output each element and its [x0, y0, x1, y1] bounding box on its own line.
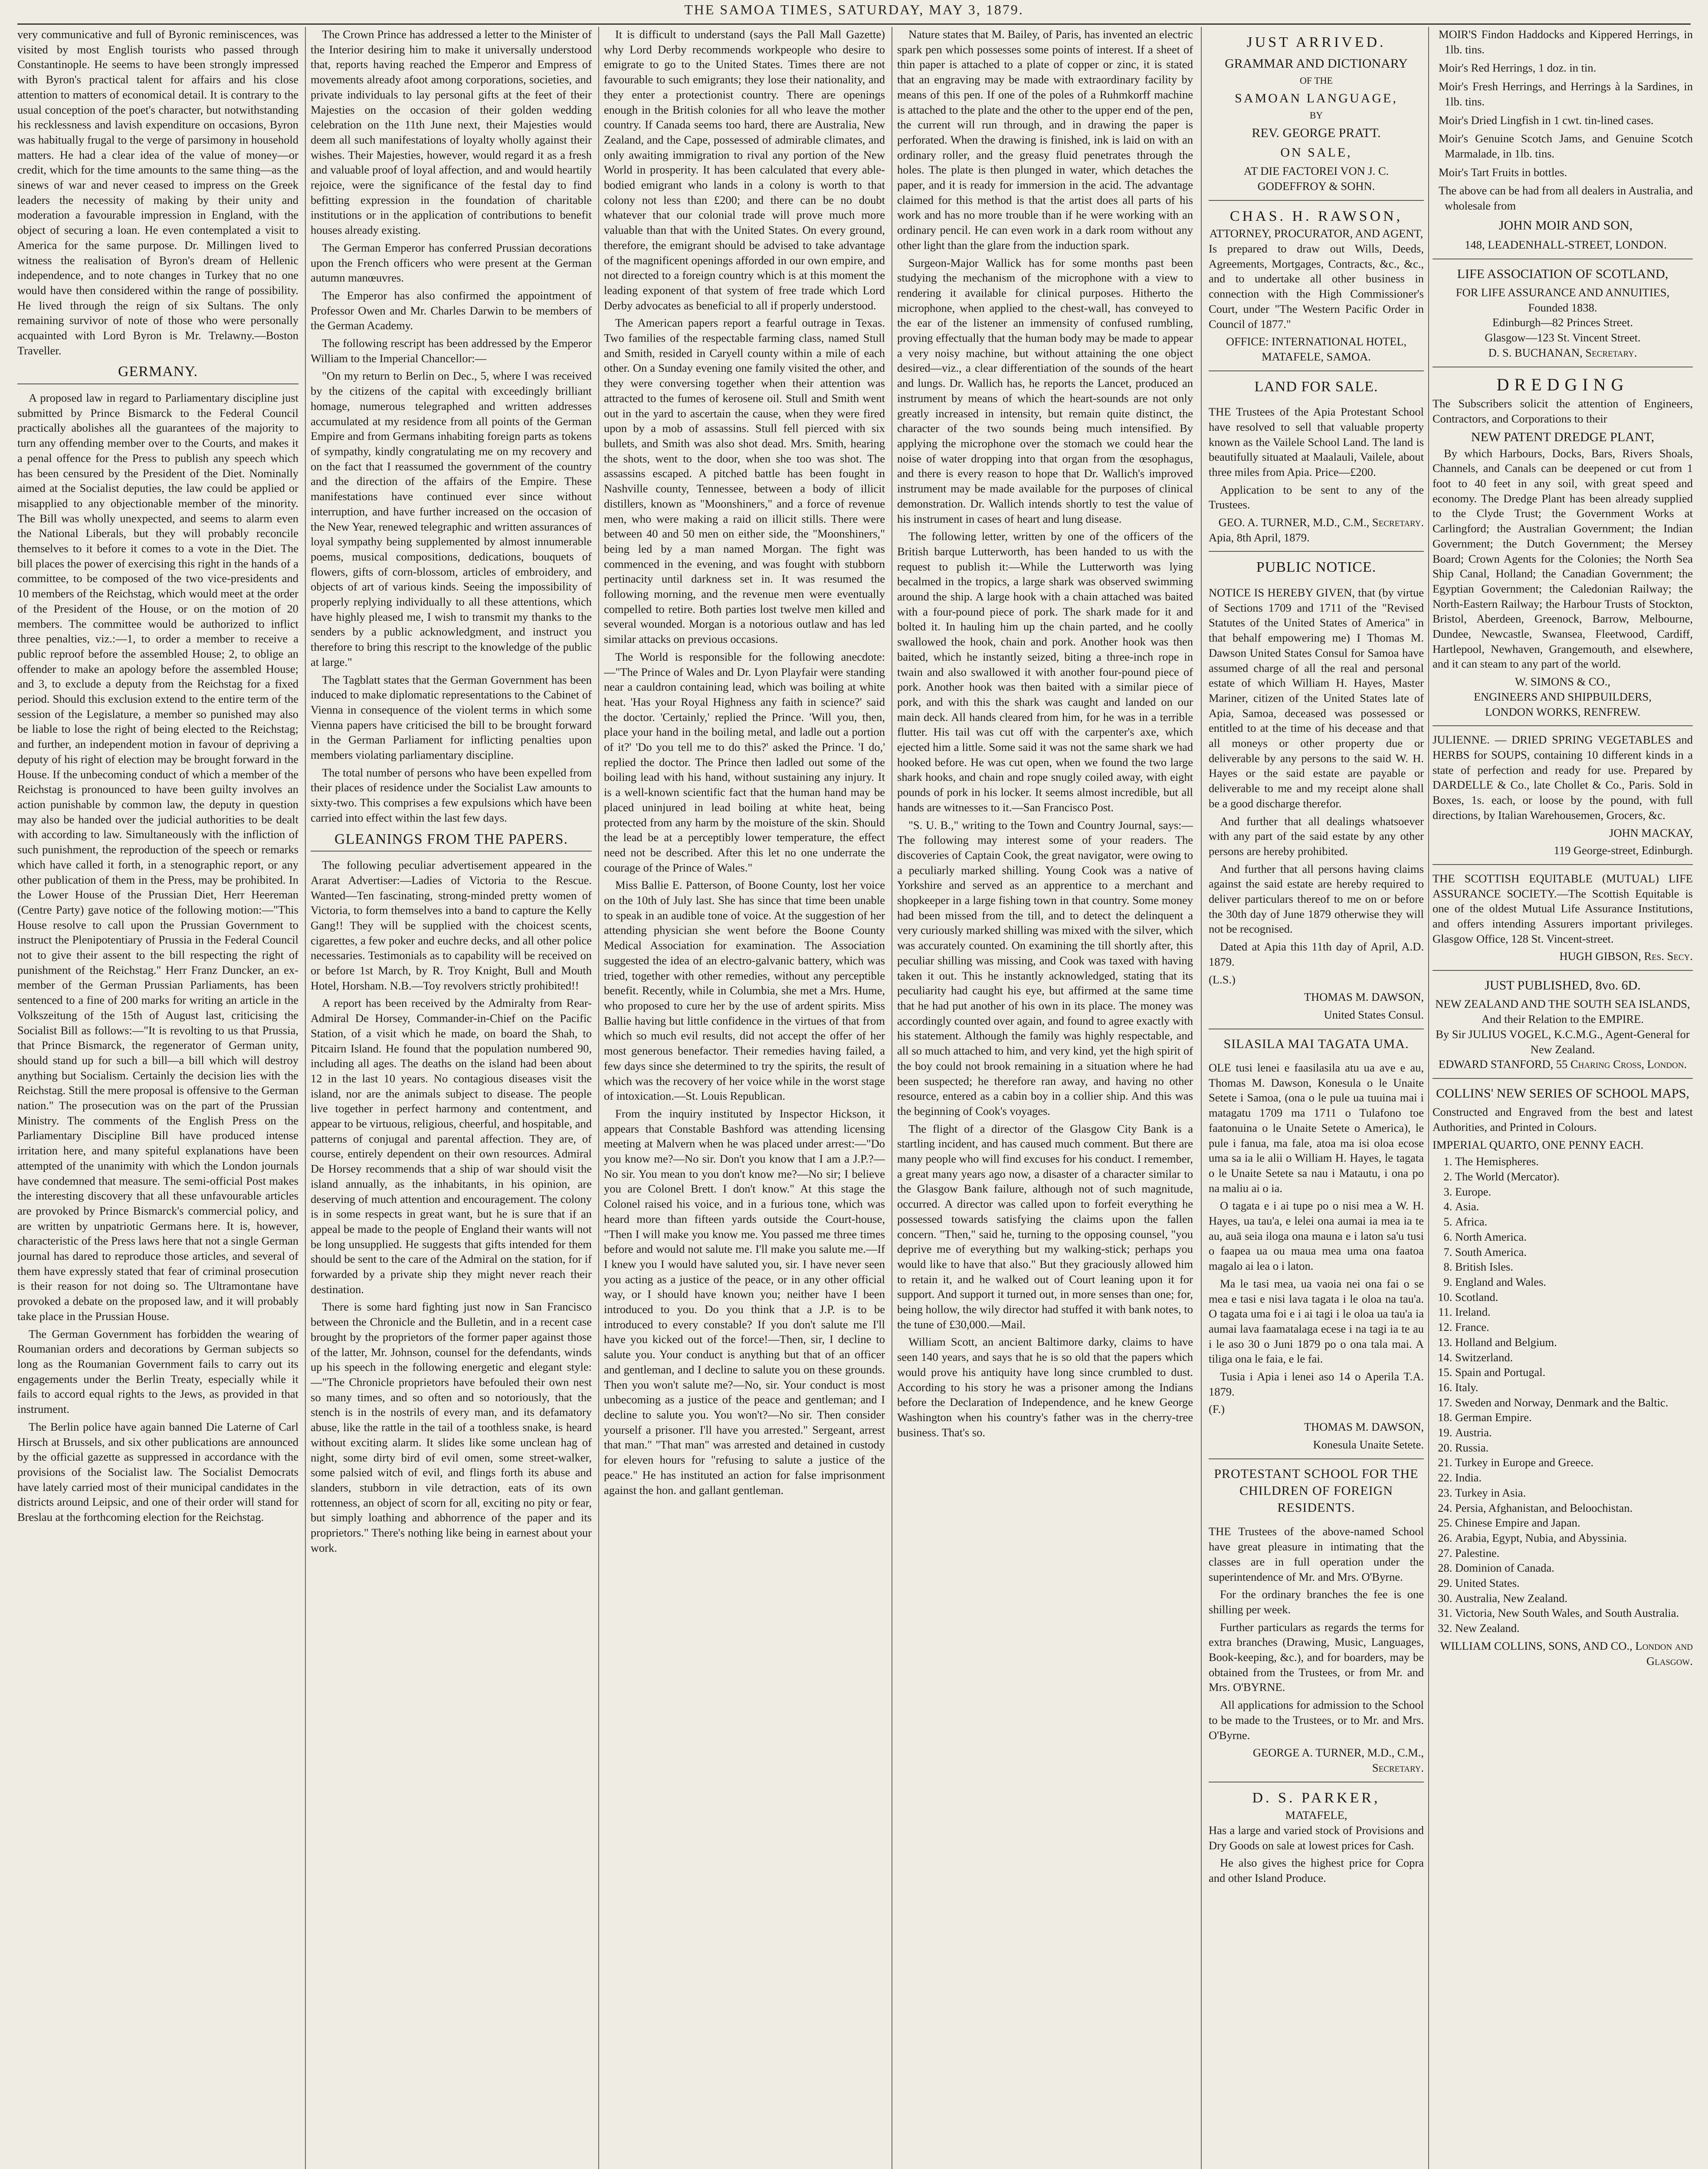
ad-line: EDWARD STANFORD, 55 Charing Cross, London.	[1438, 1058, 1687, 1071]
masthead: THE SAMOA TIMES, SATURDAY, MAY 3, 1879.	[684, 2, 1024, 17]
article-paragraph: The following rescript has been addressed by the Emperor William to the Imperial Chancellor:—	[311, 337, 592, 365]
ad-body: By which Harbours, Docks, Bars, Rivers Shoals, Channels, and Canals can be deepened or cut from 1 foot to 40 feet in any soil, with great speed and economy. The Dredge Plant has been already supplied to the Clyde Trust; the Government Works at Carlingford; the Australian Government; the Indian Government; the Dutch Government; the Mersey Board; Crown Agents for the Colonies; the North Sea Ship Canal, Holland; the Canadian Government; the Egyptian Government; the Caledonian Railway; the North-Eastern Railway; the Harbour Trusts of Stockton, Bristol, Aberdeen, Greenock, Barrow, Melbourne, Dundee, Newcastle, Swansea, Fleetwood, Cardiff, Hartlepool, Newhaven, Grangemouth, and elsewhere, and it can steam to any part of the world.	[1433, 446, 1693, 671]
ad-signature: HUGH GIBSON, Res. Secy.	[1559, 950, 1693, 963]
divider	[1433, 970, 1693, 971]
ad-body: For the ordinary branches the fee is one shilling per week.	[1209, 1588, 1424, 1616]
life-association-ad	[1433, 265, 1693, 360]
notice-paragraph: And further that all dealings whatsoever with any part of the said estate by any other persons are hereby prohibited.	[1209, 814, 1424, 858]
section-heading-germany: GERMANY.	[17, 362, 298, 384]
list-item: 28. Dominion of Canada.	[1455, 1560, 1693, 1576]
list-item: 6. North America.	[1455, 1229, 1693, 1245]
moir-item: Moir's Tart Fruits in bottles.	[1439, 165, 1567, 179]
ad-line: OFFICE: INTERNATIONAL HOTEL,	[1226, 335, 1407, 348]
column-2	[311, 27, 592, 2169]
notice-signature: THOMAS M. DAWSON,	[1304, 1420, 1424, 1434]
list-item: 2. The World (Mercator).	[1455, 1169, 1693, 1184]
ad-line: AT DIE FACTOREI VON J. C. GODEFFROY & SOHN.	[1243, 164, 1389, 193]
ad-body: JULIENNE. — DRIED SPRING VEGETABLES and HERBS for SOUPS, containing 10 different kinds in a state of perfection and ready for use. Prepared by DARDELLE & Co., late Chollet & Co., Paris. Sold in Boxes, 1s. each, or loose by the pound, with full directions, by Italian Warehousemen, Grocers, &c.	[1433, 733, 1693, 822]
divider	[1433, 725, 1693, 726]
list-item: 18. German Empire.	[1455, 1410, 1693, 1425]
land-for-sale-ad	[1209, 377, 1424, 545]
ad-line: IMPERIAL QUARTO, ONE PENNY EACH.	[1433, 1138, 1644, 1151]
divider	[1209, 370, 1424, 371]
notice-paragraph: Tusia i Apia i lenei aso 14 o Aperila T.A. 1879.	[1209, 1370, 1424, 1398]
article-paragraph: A proposed law in regard to Parliamentary discipline just submitted by Prince Bismarck to the Federal Council practically abolishes all the guarantees of the majority to turn any offending member over to the Courts, and makes it a penal offence for the Press to publish any speech which has been censured by the President of the Diet. Nominally aimed at the Socialist deputies, the law could be applied or misapplied to any objectionable member of the minority. The Bill was wholly unexpected, and seems to alarm even the National Liberals, but they will probably reconcile themselves to it before it comes to a vote in the Diet. The bill places the power of exercising this right in the hands of a committee, to be composed of the two vice-presidents and 10 members of the Reichstag, which would meet at the order of the President of the House, or on the motion of 20 members. The committee would be authorized to inflict three penalties, viz.:—1, to order a member to receive a public reproof before the assembled House; 2, to oblige an offender to make an apology before the assembled House; and 3, to exclude a deputy from the Reichstag for a fixed period. Should this exclusion extend to the entire term of the session of the Legislature, a member so punished may also be liable to lose the right of being elected to the Reichstag; and further, an independent motion in favour of depriving a deputy of his right of election may be brought forward in the House. If the unbecoming conduct of which a member of the Reichstag is pronounced to have been guilty involves an action punishable by common law, the deputy in question may also be handed over the judicial authorities to be dealt with according to law. Simultaneously with the infliction of such punishment, the reproduction of the speech or remarks which have called it forth, in a stenographic report, or any other publication of them in the Press, may be prohibited. In the Lower House of the Prussian Diet, Herr Heereman (Centre Party) gave notice of the following motion:—"This House resolve to call upon the Prussian Government to instruct the Plenipotentiary of Prussia in the Federal Council not to give their assent to the bill respecting the right of punishment of the Reichstag." Herr Franz Duncker, an ex-member of the German Prussian Parliaments, has been sentenced to a fine of 200 marks for writing an article in the Volkszeitung of the 15th of August last, criticising the Socialist Bill as follows:—"It is revolting to us that Prussia, that Prince Bismarck, the regenerator of German unity, should stand up for such a bill—a bill which will destroy anything but Socialism. Certainly the decision lies with the Reichstag. Still the mere proposal is offensive to the German nation." The prosecution was on the part of the Prussian Ministry. The comments of the English Press on the Parliamentary Discipline Bill have produced intense irritation here, and many spiteful explanations have been attempted of the unanimity with which the London journals have condemned that measure. The semi-official Post makes the interesting discovery that all these unfavourable articles are provoked by Prince Bismarck's commercial policy, and are written by unpatriotic Germans here. It is, however, characteristic of the Press laws here that not a single German journal has dared to reproduce those articles, and several of them have expressly stated that fear of criminal prosecution is their reason for not doing so. The Ultramontane have provoked a debate on the proposed law, and it will probably take place in the Prussian House.	[17, 391, 298, 1323]
dredging-ad	[1433, 374, 1693, 720]
column-5	[1209, 27, 1424, 2169]
column-4	[897, 27, 1193, 2169]
list-item: 10. Scotland.	[1455, 1290, 1693, 1305]
ad-body: Has a large and varied stock of Provisions and Dry Goods on sale at lowest prices for Cash.	[1209, 1823, 1424, 1852]
notice-seal: (L.S.)	[1209, 973, 1236, 986]
ad-line: REV. GEORGE PRATT.	[1252, 125, 1381, 140]
ad-body: Constructed and Engraved from the best and latest Authorities, and Printed in Colours.	[1433, 1105, 1693, 1134]
list-item: 24. Persia, Afghanistan, and Beloochistan.	[1455, 1501, 1693, 1516]
article-paragraph: The Tagblatt states that the German Government has been induced to make diplomatic representations to the Cabinet of Vienna in consequence of the violent terms in which some Vienna papers have criticised the bill to be brought forward in the German Parliament for inflicting penalties upon members violating parliamentary discipline.	[311, 673, 592, 762]
ad-line: LONDON WORKS, RENFREW.	[1485, 705, 1640, 718]
grammar-ad	[1209, 33, 1424, 194]
notice-signature: United States Consul.	[1324, 1008, 1424, 1021]
list-item: 19. Austria.	[1455, 1425, 1693, 1440]
ad-line: MATAFELE,	[1285, 1809, 1347, 1822]
divider	[1209, 200, 1424, 201]
ad-title: LIFE ASSOCIATION OF SCOTLAND,	[1457, 266, 1669, 281]
list-item: 20. Russia.	[1455, 1440, 1693, 1455]
article-paragraph: The World is responsible for the following anecdote:—"The Prince of Wales and Dr. Lyon Playfair were standing near a cauldron containing lead, which was boiling at white heat. 'Has your Royal Highness any faith in science?' said the doctor. 'Certainly,' replied the Prince. 'Will you, then, place your hand in the boiling metal, and ladle out a portion of it?' 'Do you tell me to do this?' asked the Prince. 'I do,' replied the doctor. The Prince then ladled out some of the boiling lead with his hand, without sustaining any injury. It is a well-known scientific fact that the human hand may be placed uninjured in lead boiling at white heat, being protected from any harm by the moisture of the skin. Should the lead be at a perceptibly lower temperature, the effect need not be described. After this let no one underrate the courage of the Prince of Wales."	[604, 650, 885, 874]
article-paragraph: A report has been received by the Admiralty from Rear-Admiral De Horsey, Commander-in-Chief on the Pacific Station, of a visit which he made, on board the Shah, to Pitcairn Island. He found that the population numbered 90, including all ages. The deaths on the island had been about 12 in the last 10 years. No contagious diseases visit the island, nor are the animals subject to disease. The people live together in perfect harmony and contentment, and appear to be virtuous, religious, cheerful, and hospitable, and patterns of conjugal and parental affection. They are, of course, entirely dependent on their own resources. Admiral De Horsey recommends that a ship of war should visit the island annually, as the inhabitants, in his opinion, are deserving of much attention and encouragement. The colony is in some respects in great want, but he is sure that if an appeal be made to the people of England their wants will not be long unsupplied. He suggests that gifts intended for them should be sent to the care of the Admiral on the station, for if forwarded by a private ship they might never reach their destination.	[311, 996, 592, 1296]
ad-body: All applications for admission to the School to be made to the Trustees, or to Mr. and Mrs. O'Byrne.	[1209, 1698, 1424, 1742]
column-rule	[598, 27, 599, 2169]
ad-body: He also gives the highest price for Copra and other Island Produce.	[1209, 1856, 1424, 1885]
divider	[1209, 551, 1424, 552]
notice-paragraph: NOTICE IS HEREBY GIVEN, that (by virtue of Sections 1709 and 1711 of the "Revised Statutes of the United States of America" in that behalf empowering me) I Thomas M. Dawson United States Consul for Samoa have assumed charge of all the real and personal estate of which William H. Hayes, Master Mariner, citizen of the United States late of Apia, Samoa, deceased was possessed or entitled to at the time of his decease and that all moneys or other property due or deliverable by any persons to the said W. H. Hayes or the said estate are payable or deliverable to me and my receipt alone shall be a good discharge therefor.	[1209, 586, 1424, 810]
ad-heading: PROTESTANT SCHOOL FOR THE CHILDREN OF FOREIGN RESIDENTS.	[1214, 1466, 1419, 1515]
list-item: 15. Spain and Portugal.	[1455, 1365, 1693, 1380]
ad-body: Further particulars as regards the terms for extra branches (Drawing, Music, Languages, Book-keeping, &c.), and for boarders, may be obtained from the Trustees, or from Mr. and Mrs. O'BYRNE.	[1209, 1620, 1424, 1694]
notice-signature: Konesula Unaite Setete.	[1313, 1438, 1424, 1451]
column-3	[604, 27, 885, 2169]
article-paragraph: Nature states that M. Bailey, of Paris, has invented an electric spark pen which possesses some points of interest. If a sheet of thin paper is attached to a plate of copper or zinc, it is stated that an engraving may be made with extraordinary facility by means of this pen. If one of the poles of a Ruhmkorff machine is attached to the plate and the other to the upper end of the pen, the current will run through, and in drawing the paper is perforated. When the drawing is finished, ink is laid on with an ordinary roller, and the greasy fluid penetrates through the holes. The plate is then plunged in water, which detaches the paper, and it is ready for immersion in the acid. The advantage claimed for this method is that the artist does all parts of his work and has no more trouble than if he were working with an ordinary pencil. He can even work in a dark room without any other light than the glare from the induction spark.	[897, 28, 1193, 252]
ad-line: FOR LIFE ASSURANCE AND ANNUITIES,	[1456, 286, 1670, 299]
moir-item: Moir's Red Herrings, 1 doz. in tin.	[1439, 61, 1597, 75]
ad-line: MATAFELE, SAMOA.	[1262, 350, 1371, 363]
list-item: 13. Holland and Belgium.	[1455, 1335, 1693, 1350]
ad-line: Glasgow—123 St. Vincent Street.	[1485, 331, 1641, 344]
ad-body: THE Trustees of the above-named School have great pleasure in intimating that the classes are in full operation under the superintendence of Mr. and Mrs. O'Byrne.	[1209, 1525, 1424, 1583]
new-zealand-book-ad	[1433, 977, 1693, 1072]
list-item: 23. Turkey in Asia.	[1455, 1485, 1693, 1501]
article-paragraph: The following letter, written by one of the officers of the British barque Lutterworth, has been handed to us with the request to publish it:—While the Lutterworth was lying becalmed in the tropics, a large shark was observed swimming around the ship. A large hook with a chain attached was baited with a four-pound piece of pork. The shark made for it and bolted it. In hauling him up the chain parted, and he coolly swallowed the hook, chain and pork. Another hook was then baited, which he instantly seized, biting a three-inch rope in twain and also swallowed it with another four-pound piece of pork. Another hook was then baited with a similar piece of pork, and with this the shark was caught and landed on our main deck. All hands cleared from him, for he was in a terrible flutter. His tail was cut off with the carpenter's axe, which ejected him a little. Some said it was not the same shark we had hooked before. He was cut open, when we found the two large shark hooks, and chain and rope snugly coiled away, with eight pounds of pork in his locker. It seems almost incredible, but all hands are witnesses to it.—San Francisco Post.	[897, 530, 1193, 814]
list-item: 26. Arabia, Egypt, Nubia, and Abyssinia.	[1455, 1530, 1693, 1546]
notice-paragraph: And further that all persons having claims against the said estate are hereby required to deliver particulars thereof to me on or before the 30th day of June 1879 otherwise they will not be recognised.	[1209, 862, 1424, 936]
list-item: 32. New Zealand.	[1455, 1621, 1693, 1636]
list-item: 27. Palestine.	[1455, 1546, 1693, 1561]
list-item: 17. Sweden and Norway, Denmark and the Baltic.	[1455, 1395, 1693, 1410]
map-list	[1433, 1154, 1693, 1636]
ad-line: W. SIMONS & CO.,	[1515, 675, 1610, 688]
ad-line: ATTORNEY, PROCURATOR, AND AGENT,	[1209, 227, 1423, 240]
ad-line: BY	[1309, 109, 1323, 121]
column-rule	[1201, 27, 1202, 2169]
silasila-notice	[1209, 1035, 1424, 1452]
parker-ad	[1209, 1789, 1424, 1886]
list-item: 3. Europe.	[1455, 1184, 1693, 1199]
notice-paragraph: Dated at Apia this 11th day of April, A.D. 1879.	[1209, 940, 1424, 968]
list-item: 22. India.	[1455, 1470, 1693, 1485]
ad-signature: GEORGE A. TURNER, M.D., C.M., Secretary.	[1252, 1746, 1424, 1774]
list-item: 16. Italy.	[1455, 1380, 1693, 1395]
article-paragraph: From the inquiry instituted by Inspector Hickson, it appears that Constable Bashford was attending licensing meeting at Malvern when he was placed under arrest:—"Do you know me?—No sir. Don't you know that I am a J.P.?—No sir. You mean to you don't know me?—No sir; I believe you are Colonel Brett. I don't know." At this stage the Colonel raised his voice, and in a furious tone, which was heard more than fifteen yards outside the Court-house, "Then I will make you know me. You passed me three times before and would not salute me. I'll make you salute me.—If I knew you I would have saluted you, sir. I have never seen you acting as a justice of the peace, or in any other official way, or I should have known you; neither have I been introduced to you. Do you think that a J.P. is to be introduced to every constable? If you don't salute me I'll have you kicked out of the force!—Then, sir, I decline to salute you. Your conduct is anything but that of an officer and gentleman, and I decline to salute you on these grounds. Then you won't salute me?—No, sir. Your conduct is most unbecoming as a justice of the peace and gentleman; and I decline to salute you. You won't?—No sir. Then consider yourself a prisoner. I'll have you arrested." Sergeant, arrest that man." "That man" was arrested and detained in custody for eleven hours for "refusing to salute a justice of the peace." He has instituted an action for false imprisonment against the hon. and gallant gentleman.	[604, 1107, 885, 1497]
ad-body: The Subscribers solicit the attention of Engineers, Contractors, and Corporations to their	[1433, 396, 1693, 425]
ad-line: NEW PATENT DREDGE PLANT,	[1471, 430, 1655, 445]
ad-line: ON SALE,	[1280, 145, 1352, 160]
column-6	[1433, 27, 1693, 2169]
ad-line: By Sir JULIUS VOGEL, K.C.M.G., Agent-General for New Zealand.	[1436, 1027, 1690, 1056]
julienne-ad	[1433, 732, 1693, 858]
list-item: 4. Asia.	[1455, 1199, 1693, 1214]
notice-signature: THOMAS M. DAWSON,	[1304, 990, 1424, 1004]
article-paragraph: The German Government has forbidden the wearing of Roumanian orders and decorations by German subjects so long as the Roumanian Government fails to carry out its engagements under the Berlin Treaty, especially while it fails to accord equal rights to the Jews, as provided in that instrument.	[17, 1327, 298, 1416]
rawson-ad	[1209, 207, 1424, 364]
list-item: 31. Victoria, New South Wales, and South Australia.	[1455, 1605, 1693, 1621]
moir-address: 148, LEADENHALL-STREET, LONDON.	[1465, 238, 1667, 252]
list-item: 7. South America.	[1455, 1245, 1693, 1260]
moir-note: The above can be had from all dealers in Australia, and wholesale from	[1439, 184, 1693, 213]
moir-item: Moir's Fresh Herrings, and Herrings à la Sardines, in 1lb. tins.	[1439, 80, 1693, 108]
scottish-equitable-ad	[1433, 871, 1693, 964]
article-paragraph: The Emperor has also confirmed the appointment of Professor Owen and Mr. Charles Darwin to be members of the German Academy.	[311, 288, 592, 332]
ad-line: GRAMMAR AND DICTIONARY	[1225, 56, 1408, 71]
ad-body: Is prepared to draw out Wills, Deeds, Agreements, Mortgages, Contracts, &c., &c., and to undertake all other business in connection with the High Commissioner's Court, under "The Western Pacific Order in Council of 1877."	[1209, 242, 1424, 331]
ad-line: NEW ZEALAND AND THE SOUTH SEA ISLANDS,	[1435, 997, 1690, 1011]
ad-signature: GEO. A. TURNER, M.D., C.M., Secretary.	[1218, 516, 1424, 529]
notice-paragraph: Ma le tasi mea, ua vaoia nei ona fai o se mea e tasi e nisi lava tagata i le oloa na tau'a. O tagata uma foi e i ai tagi i le oloa ua tau'a ia aumai lava faamatalaga ecese i na tagi ia te au i le aso 30 o Juni 1879 po o ona tala mai. A tiliga ona le faia, e le fai.	[1209, 1277, 1424, 1366]
article-paragraph: Miss Ballie E. Patterson, of Boone County, lost her voice on the 10th of July last. She has since that time been unable to speak in an audible tone of voice. At the suggestion of her attending physician she went before the Boone County Medical Association for examination. The Association suggested the idea of an electro-galvanic battery, which was tried, together with other remedies, without any perceptible benefit. Recently, while in Columbia, she met a Mrs. Hume, who proposed to cure her by the use of ardent spirits. Miss Ballie having but little confidence in the virtues of that from which so much evil results, did not accept the offer of her most generous benefactor. Their remedies having failed, a few days since she determined to try the spirits, the result of which was the recovery of her voice while in the worst stage of intoxication.—St. Louis Republican.	[604, 878, 885, 1103]
column-rule	[305, 27, 306, 2169]
ad-line: Founded 1838.	[1528, 301, 1597, 314]
protestant-school-ad	[1209, 1465, 1424, 1776]
article-paragraph: It is difficult to understand (says the Pall Mall Gazette) why Lord Derby recommends workpeople who desire to emigrate to go to the United States. Times there are not favourable to such emigrants; they lose their nationality, and they enter a protectionist country. There are openings enough in the British colonies for all who leave the mother country. If Canada seems too hard, there are Australia, New Zealand, and the Cape, possessed of admirable climates, and only awaiting immigration to rival any portion of the New World in prosperity. It has been calculated that every able-bodied emigrant who lands in a colony is worth to that colony not less than £200; and there can be no doubt whatever that our colonial trade will prove much more valuable than that with the United States. On every ground, therefore, the emigrant should be advised to take advantage of the magnificent openings afforded in our own empire, and not directed to a foreign country which is at this moment the leading exponent of that system of free trade which Lord Derby advocates as beneficial to all if properly understood.	[604, 28, 885, 312]
article-paragraph: The following peculiar advertisement appeared in the Ararat Advertiser:—Ladies of Victoria to the Rescue. Wanted—Ten fascinating, strong-minded pretty women of Victoria, to form themselves into a band to capture the Kelly Gang!! They will be supplied with the choicest scents, cigarettes, a few poker and euchre decks, and all other police necessaries. Testimonials as to capability will be received on or before 1st March, by R. Troy Knight, Bull and Mouth Hotel, Horsham. N.B.—Toy revolvers strictly prohibited!!	[311, 858, 592, 992]
notice-paragraph: OLE tusi lenei e faasilasila atu ua ave e au, Thomas M. Dawson, Konesula o le Unaite Setete i Samoa, (ona o le pule ua tuuina mai i matagatu 1709 ma 1711 o Tulafono toe faatonuina o le Unaite Setete o America), le pule i fanua, ma fale, atoa ma isi oloa ecose uma sa ia le alii o William H. Hayes, le tagata o le Unaite Setete sa nau i Matautu, i ona po na maliu ai o ia.	[1209, 1061, 1424, 1195]
moir-item: Moir's Genuine Scotch Jams, and Genuine Scotch Marmalade, in 1lb. tins.	[1439, 132, 1693, 160]
list-item: 11. Ireland.	[1455, 1304, 1693, 1320]
ad-title: CHAS. H. RAWSON,	[1229, 208, 1403, 224]
list-item: 29. United States.	[1455, 1576, 1693, 1591]
article-paragraph: "On my return to Berlin on Dec., 5, where I was received by the citizens of the capital with exceedingly brilliant homage, numerous telegraphed and written addresses accumulated at my residence from all points of the German Empire and from Germans inhabiting foreign parts as tokens of sympathy, kindly congratulating me on my recovery and on the fact that I reassumed the government of the country and the direction of the affairs of the Empire. These manifestations have continued ever since without interruption, and have further increased on the occasion of the New Year, renewed telegraphic and written assurances of loyal sympathy being supplemented by almost innumerable poems, musical compositions, dedications, bouquets of flowers, gifts of corn-blossom, articles of embroidery, and objects of art of various kinds. Seeing the impossibility of properly replying individually to all these attentions, which have highly pleased me, I wish to transmit my thanks to the senders by a public acknowledgment, and instruct you therefore to bring this rescript to the knowledge of the public at large."	[311, 369, 592, 668]
article-paragraph: The German Emperor has conferred Prussian decorations upon the French officers who were present at the German autumn manœuvres.	[311, 241, 592, 285]
ad-line: ENGINEERS AND SHIPBUILDERS,	[1473, 690, 1652, 703]
moir-item: Moir's Dried Lingfish in 1 cwt. tin-lined cases.	[1439, 113, 1654, 127]
article-paragraph: There is some hard fighting just now in San Francisco between the Chronicle and the Bulletin, and in a recent case brought by the proprietors of the former paper against those of the latter, Mr. Johnson, counsel for the defendants, winds up his speech in the following energetic and elegant style:—"The Chronicle proprietors have befouled their own nest so many times, and so often and so notoriously, that the stench is in the nostrils of every man, and its defamatory abuse, like the rattle in the tail of a toothless snake, is heard without exciting alarm. It slides like some unclean hag of night, some dirty bird of evil omen, some street-walker, some palsied witch of evil, and flings forth its abuse and slanders, stubborn in vile detraction, eats of its own rottenness, an object of scorn for all, exciting no pity or fear, but simply loathing and abhorrence of the paper and its proprietors." There's nothing like being in earnest about your work.	[311, 1300, 592, 1554]
ad-body: Application to be sent to any of the Trustees.	[1209, 483, 1424, 511]
ad-heading: LAND FOR SALE.	[1254, 378, 1378, 395]
divider	[1209, 1458, 1424, 1459]
moir-item: MOIR'S Findon Haddocks and Kippered Herrings, in 1lb. tins.	[1439, 28, 1693, 56]
moir-ad	[1433, 27, 1693, 252]
ad-title: COLLINS' NEW SERIES OF SCHOOL MAPS,	[1436, 1086, 1689, 1101]
public-notice	[1209, 558, 1424, 1022]
ad-signature: 119 George-street, Edinburgh.	[1554, 844, 1693, 857]
list-item: 1. The Hemispheres.	[1455, 1154, 1693, 1169]
list-item: 21. Turkey in Europe and Greece.	[1455, 1455, 1693, 1470]
ad-body: THE SCOTTISH EQUITABLE (MUTUAL) LIFE ASSURANCE SOCIETY.—The Scottish Equitable is one of the oldest Mutual Life Assurance Institutions, and offers intending Assurers important privileges. Glasgow Office, 128 St. Vincent-street.	[1433, 872, 1693, 945]
article-paragraph: The flight of a director of the Glasgow City Bank is a startling incident, and has caused much comment. But there are many people who will find excuses for his conduct. I remember, a great many years ago now, a disaster of a character similar to the Glasgow Bank failure, although not of such magnitude, occurred. A director was called upon to forfeit everything he possessed towards satisfying the claims upon the fallen concern. "Then," said he, turning to the opposing counsel, "you deprive me of everything but my walking-stick; perhaps you would like to have that also." But they graciously allowed him to retain it, and he walked out of Court leaning upon it for support. And support it turned out, in more senses than one; for, being hollow, the wily director had stuffed it with bank notes, to the tune of £30,000.—Mail.	[897, 1122, 1193, 1331]
list-item: 8. British Isles.	[1455, 1259, 1693, 1275]
notice-seal: (F.)	[1209, 1402, 1225, 1416]
article-paragraph: The American papers report a fearful outrage in Texas. Two families of the respectable farming class, named Stull and Smith, resided in Caryell county within a mile of each other. On a Sunday evening one family visited the other, and they were conversing together when their attention was attracted to the fumes of kerosene oil. Stull and Smith went out in the yard to ascertain the cause, when they were fired upon by a mob of assassins. Stull fell pierced with six bullets, and Smith was also shot dead. Mrs. Smith, hearing the shots, went to the door, when she too was shot. The assassins escaped. A pitched battle has been fought in Nashville county, Tennessee, between a body of illicit distillers, known as "Moonshiners," and a force of revenue men, who were making a raid on illicit stills. There were between 40 and 50 men on either side, the "Moonshiners," being led by a man named Morgan. The fight was commenced in the evening, and was fought with stubborn pertinacity until darkness set in. It was resumed the following morning, and the revenue men were eventually compelled to retire. Both parties lost twelve men killed and several wounded. Morgan is a notorious outlaw and has led similar attacks on previous occasions.	[604, 316, 885, 646]
masthead-rule	[17, 23, 1691, 25]
article-paragraph: "S. U. B.," writing to the Town and Country Journal, says:—The following may interest some of your readers. The discoveries of Captain Cook, the great navigator, were owing to a peculiarly marked shilling. Young Cook was a native of Yorkshire and served as an apprentice to a merchant and shopkeeper in a large fishing town in that country. Some money had been missed from the till, and to detect the delinquent a very curiously marked shilling was mixed with the silver, which was accurately counted. On examining the till shortly after, this peculiar shilling was missing, and Cook was taxed with having taken it out. This he instantly acknowledged, stating that its peculiarity had caught his eye, but affirmed at the same time that he had put another of his own in its place. The money was accordingly counted over again, and found to agree exactly with his statement. Although the family was highly respectable, and all so much attached to him, and very kind, yet the high spirit of the boy could not brook remaining in a situation where he had been suspected; he therefore ran away, and having no other resource, entered as a cabin boy in a collier ship. And this was the beginning of Cook's voyages.	[897, 818, 1193, 1117]
ad-signature: WILLIAM COLLINS, SONS, AND CO., London and Glasgow.	[1440, 1639, 1693, 1668]
ad-heading: SILASILA MAI TAGATA UMA.	[1223, 1036, 1409, 1051]
list-item: 25. Chinese Empire and Japan.	[1455, 1515, 1693, 1530]
column-1	[17, 27, 298, 2169]
ad-line: SAMOAN LANGUAGE,	[1235, 91, 1398, 105]
article-paragraph: The Crown Prince has addressed a letter to the Minister of the Interior desiring him to make it universally understood that, reports having reached the Emperor and Empress of movements already afoot among corporations, societies, and private individuals to lay personal gifts at the feet of their Majesties on the occasion of their golden wedding celebration on the 11th June next, their Majesties would deem all such manifestations of loyalty wholly against their wishes. Their Majesties, however, would regard it as a fresh and valuable proof of loyal affection, and and would heartily rejoice, were the significance of the festal day to find befitting expression in the foundation of charitable institutions or in the application of contributions to benefit houses already existing.	[311, 28, 592, 237]
list-item: 12. France.	[1455, 1320, 1693, 1335]
collins-maps-ad	[1433, 1085, 1693, 1668]
list-item: 5. Africa.	[1455, 1214, 1693, 1229]
ad-line: And their Relation to the EMPIRE.	[1482, 1012, 1644, 1026]
article-paragraph: very communicative and full of Byronic reminiscences, was visited by most English tourists who passed through Constantinople. He seems to have been strongly impressed with Byron's practical talent for affairs and his close attention to matters of economical detail. It is contrary to the usual conception of the poet's character, but notwithstanding his recklessness and lavish expenditure on occasions, Byron was habitually frugal to the verge of parsimony in household matters. He had a clear idea of the value of money—or credit, which for the time amounts to the same thing—as the sinews of war and never ceased to impress on the Greek leaders the necessity of making by their unity and moderation a favourable impression in England, with the object of securing a loan. He even contemplated a visit to America for the same purpose. Dr. Millingen lived to witness the realisation of Byron's dream of Hellenic independence, and to note changes in Turkey that no one would have then considered within the range of possibility. He lived through the reign of six Sultans. The only remaining survivor of note of those who were personally acquainted with Lord Byron is Mr. Trelawny.—Boston Traveller.	[17, 28, 298, 357]
ad-title: JUST PUBLISHED, 8vo. 6D.	[1485, 978, 1641, 993]
list-item: 30. Australia, New Zealand.	[1455, 1591, 1693, 1606]
column-rule	[1428, 27, 1429, 2169]
ad-heading: PUBLIC NOTICE.	[1256, 559, 1377, 576]
notice-paragraph: O tagata e i ai tupe po o nisi mea a W. H. Hayes, ua tau'a, e lelei ona aumai ia mea ia te au, auā seia iloga ona mauna e i laton sa'u tusi o faapea ua ou maua mea uma ona faatoa magalo ai lea o i laton.	[1209, 1199, 1424, 1273]
list-item: 14. Switzerland.	[1455, 1350, 1693, 1365]
ad-line: OF THE	[1300, 75, 1333, 86]
article-paragraph: The Berlin police have again banned Die Laterne of Carl Hirsch at Brussels, and six other publications are announced by the official gazette as suppressed in accordance with the provisions of the Socialist law. The Socialist Democrats have lately carried most of their municipal candidates in the districts around Leipsic, and one of their order will stand for Breslau at the forthcoming election for the Reichstag.	[17, 1420, 298, 1524]
article-paragraph: William Scott, an ancient Baltimore darky, claims to have seen 140 years, and says that he is so old that the papers which would prove his antiquity have long since crumbled to dust. According to his story he was a prisoner among the Indians before the Declaration of Independence, and he knew George Washington when his country's father was in the cherry-tree business. That's so.	[897, 1335, 1193, 1439]
divider	[1433, 864, 1693, 865]
ad-body: THE Trustees of the Apia Protestant School have resolved to sell that valuable property known as the Vailele School Land. The land is beautifully situated at Maalauli, Vailele, about three miles from Apia. Price—£200.	[1209, 405, 1424, 478]
article-paragraph: Surgeon-Major Wallick has for some months past been studying the mechanism of the microphone with a view to rendering it available for clinical purposes. Hitherto the microphone, when applied to the chest-wall, has conveyed to the ear of the listener an immensity of confused rumbling, proving effectually that the human body may be made to appear a very noisy machine, but without attaining the one object desired—viz., a clear differentiation of the sounds of the heart and lungs. Dr. Wallich has, he reports the Lancet, produced an instrument by means of which the heart-sounds are not only greatly increased in intensity, but remain quite distinct, the character of the two sounds being much intensified. By applying the microphone over the stomach we could hear the noise of water dropping into that organ from the œsophagus, and there is every reason to hope that Dr. Wallich's improved instrument may be made available for the purposes of clinical demonstration. Dr. Wallich intends shortly to test the value of his instrument in cases of heart and lung disease.	[897, 256, 1193, 525]
divider	[1433, 1078, 1693, 1079]
list-item: 9. England and Wales.	[1455, 1275, 1693, 1290]
section-heading-gleanings: GLEANINGS FROM THE PAPERS.	[311, 830, 592, 852]
ad-title: JUST ARRIVED.	[1246, 34, 1386, 50]
ad-signature: D. S. BUCHANAN, Secretary.	[1488, 346, 1637, 359]
ad-title: D. S. PARKER,	[1252, 1789, 1380, 1806]
moir-name: JOHN MOIR AND SON,	[1498, 218, 1633, 233]
ad-signature: JOHN MACKAY,	[1609, 826, 1693, 839]
ad-title: DREDGING	[1496, 374, 1629, 394]
ad-line: Edinburgh—82 Princes Street.	[1492, 316, 1633, 329]
article-paragraph: The total number of persons who have been expelled from their places of residence under the Socialist Law amounts to sixty-two. This comprises a few expulsions which have been carried into effect within the last few days.	[311, 766, 592, 824]
ad-date: Apia, 8th April, 1879.	[1209, 531, 1310, 544]
